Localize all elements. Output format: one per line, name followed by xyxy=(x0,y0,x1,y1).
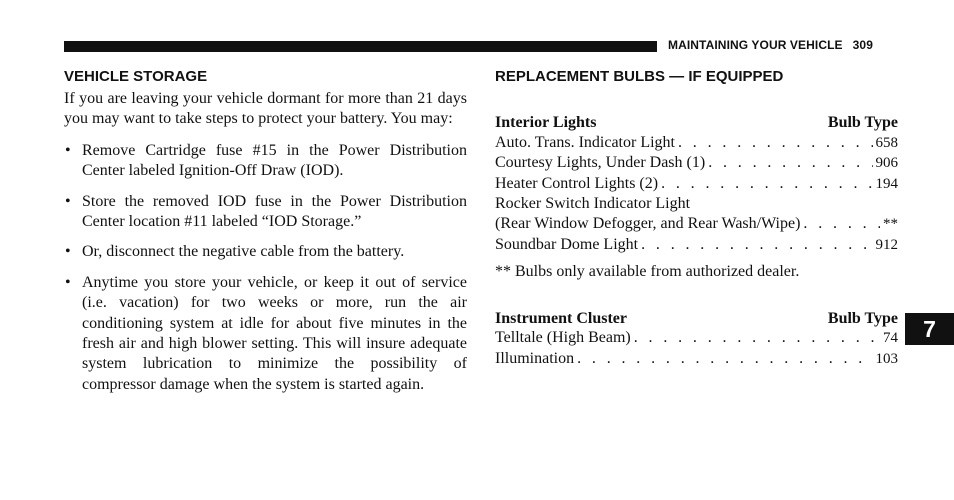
page-number: 309 xyxy=(852,38,873,52)
dot-leader xyxy=(661,174,872,194)
list-item xyxy=(64,273,467,395)
vehicle-storage-heading: VEHICLE STORAGE xyxy=(64,68,208,85)
table-row xyxy=(495,349,898,370)
dot-leader xyxy=(708,153,872,173)
list-item-text: Or, disconnect the negative cable from the battery. xyxy=(82,243,405,261)
bulb-label: Telltale (High Beam) xyxy=(495,329,631,347)
replacement-bulbs-heading: REPLACEMENT BULBS — IF EQUIPPED xyxy=(495,68,784,85)
table-row xyxy=(495,214,898,235)
bulb-type: 658 xyxy=(875,134,898,151)
dot-leader xyxy=(577,349,872,369)
bulb-label: Auto. Trans. Indicator Light xyxy=(495,133,675,151)
list-item xyxy=(64,141,467,182)
dot-leader xyxy=(803,214,880,234)
header-rule xyxy=(64,41,657,52)
bulb-type: 912 xyxy=(875,236,898,253)
chapter-tab: 7 xyxy=(905,313,954,345)
rocker-switch-label: Rocker Switch Indicator Light xyxy=(495,195,691,213)
interior-lights-title: Interior Lights xyxy=(495,114,597,131)
table-row xyxy=(495,174,898,195)
table-row xyxy=(495,235,898,256)
bulb-label: (Rear Window Defogger, and Rear Wash/Wipe) xyxy=(495,214,801,232)
list-item-text: Remove Cartridge fuse #15 in the Power Distribution Center labeled Ignition-Off Draw (IOD). xyxy=(82,141,467,180)
instrument-cluster-header xyxy=(495,309,898,329)
table-row xyxy=(495,328,898,349)
table-row xyxy=(495,133,898,154)
bulb-label: Soundbar Dome Light xyxy=(495,235,639,253)
interior-lights-header xyxy=(495,113,898,133)
bulb-type: 103 xyxy=(875,350,898,367)
bulb-type: 906 xyxy=(875,155,898,172)
instrument-cluster-title: Instrument Cluster xyxy=(495,309,627,327)
bullet-icon: • xyxy=(65,141,71,159)
bulb-label: Courtesy Lights, Under Dash (1) xyxy=(495,154,706,172)
table-row xyxy=(495,153,898,174)
bulb-label: Heater Control Lights (2) xyxy=(495,174,659,192)
replacement-bulbs-section xyxy=(495,113,898,370)
bulb-type-column-header: Bulb Type xyxy=(827,309,898,327)
bullet-icon: • xyxy=(65,243,71,261)
bulb-type: 194 xyxy=(875,175,898,192)
bulb-type-column-header: Bulb Type xyxy=(827,114,898,131)
dot-leader xyxy=(641,235,872,255)
vehicle-storage-section xyxy=(64,89,467,405)
storage-bullet-list xyxy=(64,141,467,395)
list-item-text: Anytime you store your vehicle, or keep it out of service (i.e. vacation) for two weeks or more, run the air conditioning system at idle for about five minutes in the fresh air and high blower setting. This will insure adequate system lubrication to minimize the possibility of compressor damage when the system is started again. xyxy=(82,273,467,393)
vehicle-storage-intro: If you are leaving your vehicle dormant for more than 21 days you may want to take steps to protect your battery. You may: xyxy=(64,90,467,128)
bulb-type: ** xyxy=(883,215,898,232)
bulb-type: 74 xyxy=(883,330,898,347)
header-title: MAINTAINING YOUR VEHICLE xyxy=(668,38,843,52)
bullet-icon: • xyxy=(65,273,71,291)
bullet-icon: • xyxy=(65,192,71,210)
dot-leader xyxy=(678,133,873,153)
list-item-text: Store the removed IOD fuse in the Power Distribution Center location #11 labeled “IOD Storage.” xyxy=(82,192,467,231)
list-item xyxy=(64,192,467,233)
bulb-label: Illumination xyxy=(495,349,575,367)
dealer-note: ** Bulbs only available from authorized dealer. xyxy=(495,263,800,281)
list-item xyxy=(64,242,467,262)
running-header xyxy=(668,38,873,52)
dot-leader xyxy=(634,328,880,348)
